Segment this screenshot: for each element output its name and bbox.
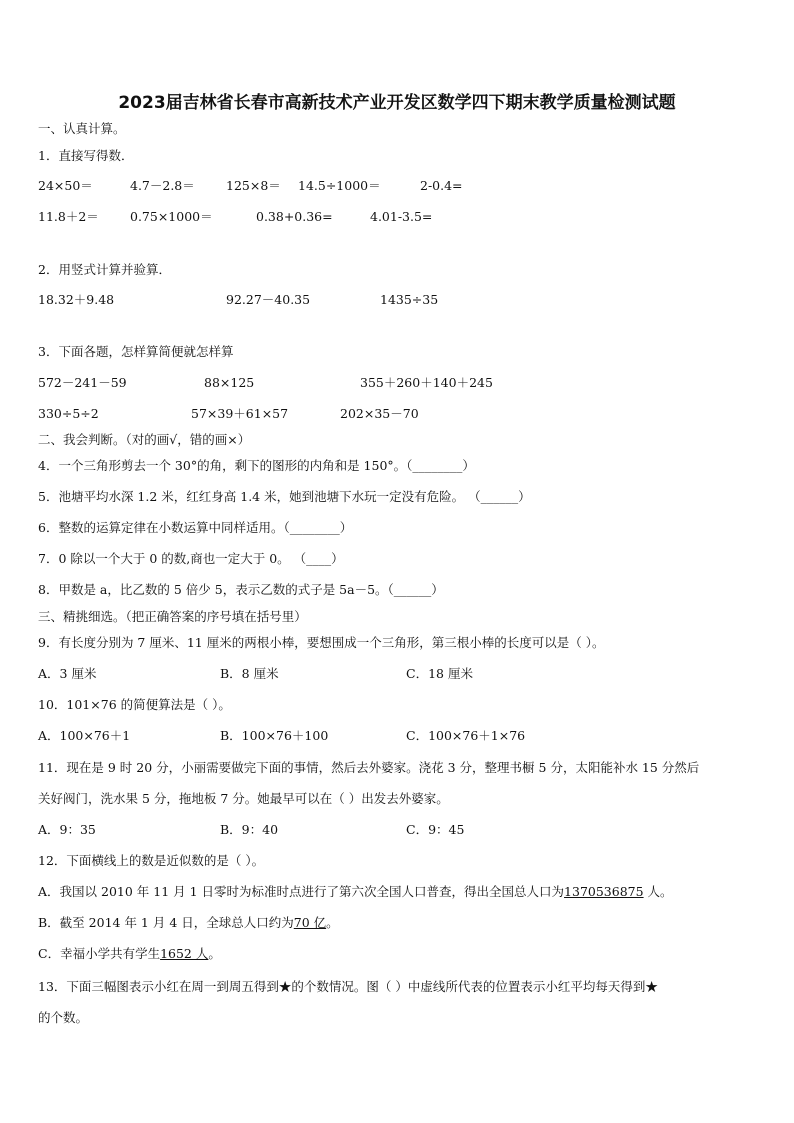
q10-option-c: C．100×76＋1×76 <box>406 728 526 743</box>
q11-option-c: C．9：45 <box>406 822 465 837</box>
question-3-stem: 3．下面各题，怎样算简便就怎样算 <box>38 344 234 359</box>
question-7: 7．0 除以一个大于 0 的数,商也一定大于 0。 （____） <box>38 551 344 566</box>
section-1-heading: 一、认真计算。 <box>38 121 126 136</box>
q1-item: 11.8＋2＝ <box>38 209 99 224</box>
q12-option-c-text: C．幸福小学共有学生 <box>38 946 161 961</box>
question-8: 8．甲数是 a，比乙数的 5 倍少 5，表示乙数的式子是 5a－5。（______） <box>38 582 444 597</box>
q12-option-b-suffix: 。 <box>326 915 339 930</box>
question-11-line-1: 11．现在是 9 时 20 分，小丽需要做完下面的事情，然后去外婆家。浇花 3 分，整理书橱 5 分，太阳能补水 15 分然后 <box>38 760 700 775</box>
q3-item: 57×39＋61×57 <box>191 406 289 421</box>
q3-item: 202×35－70 <box>340 406 419 421</box>
question-10-stem: 10．101×76 的简便算法是（ ）。 <box>38 697 231 712</box>
q12-option-a-text: A．我国以 2010 年 11 月 1 日零时为标准时点进行了第六次全国人口普查，得出全国总人口为 <box>38 884 565 899</box>
q12-option-c-number: 1652 人 <box>160 946 209 961</box>
q12-option-b <box>38 915 339 931</box>
q12-option-b-number: 70 亿 <box>293 915 327 930</box>
q12-option-c <box>38 946 221 962</box>
q12-option-a-suffix: 人。 <box>643 884 673 899</box>
q2-item: 1435÷35 <box>380 292 439 307</box>
question-4: 4．一个三角形剪去一个 30°的角，剩下的图形的内角和是 150°。（________） <box>38 458 475 473</box>
q11-option-b: B．9：40 <box>220 822 279 837</box>
q3-item: 88×125 <box>204 375 255 390</box>
q12-option-a <box>38 884 673 900</box>
q12-option-b-text: B．截至 2014 年 1 月 4 日，全球总人口约为 <box>38 915 294 930</box>
q1-item: 24×50＝ <box>38 178 93 193</box>
q3-item: 330÷5÷2 <box>38 406 99 421</box>
q3-item: 572－241－59 <box>38 375 127 390</box>
q1-item: 4.01-3.5= <box>370 209 433 224</box>
q11-option-a: A．9：35 <box>38 822 96 837</box>
q9-option-a: A．3 厘米 <box>38 666 97 681</box>
q2-item: 92.27－40.35 <box>226 292 311 307</box>
q1-item: 2-0.4= <box>420 178 463 193</box>
q9-option-c: C．18 厘米 <box>406 666 473 681</box>
q10-option-b: B．100×76＋100 <box>220 728 329 743</box>
section-3-heading: 三、精挑细选。（把正确答案的序号填在括号里） <box>38 609 307 624</box>
question-11-line-2: 关好阀门，洗水果 5 分，拖地板 7 分。她最早可以在（ ）出发去外婆家。 <box>38 791 449 806</box>
question-6: 6．整数的运算定律在小数运算中同样适用。（________） <box>38 520 353 535</box>
q10-option-a: A．100×76＋1 <box>38 728 131 743</box>
question-13-line-1: 13．下面三幅图表示小红在周一到周五得到★的个数情况。图（ ）中虚线所代表的位置表示小红平均每天得到★ <box>38 979 658 994</box>
page-title: 2023届吉林省长春市高新技术产业开发区数学四下期末教学质量检测试题 <box>118 93 676 113</box>
q9-option-b: B．8 厘米 <box>220 666 279 681</box>
q1-item: 0.38+0.36= <box>256 209 333 224</box>
question-1-stem: 1．直接写得数． <box>38 148 134 163</box>
q1-item: 14.5÷1000＝ <box>298 178 381 193</box>
q1-item: 125×8＝ <box>226 178 281 193</box>
section-2-heading: 二、我会判断。（对的画√，错的画×） <box>38 432 251 447</box>
q12-option-a-number: 1370536875 <box>564 884 644 899</box>
question-2-stem: 2．用竖式计算并验算． <box>38 262 171 277</box>
q1-item: 4.7－2.8＝ <box>130 178 195 193</box>
q3-item: 355＋260＋140＋245 <box>360 375 493 390</box>
question-5: 5．池塘平均水深 1.2 米，红红身高 1.4 米，她到池塘下水玩一定没有危险。 （______） <box>38 489 531 504</box>
question-9-stem: 9．有长度分别为 7 厘米、11 厘米的两根小棒，要想围成一个三角形，第三根小棒的长度可以是（ ）。 <box>38 635 605 650</box>
q2-item: 18.32＋9.48 <box>38 292 115 307</box>
q12-option-c-suffix: 。 <box>208 946 221 961</box>
question-12-stem: 12．下面横线上的数是近似数的是（ ）。 <box>38 853 265 868</box>
q1-item: 0.75×1000＝ <box>130 209 213 224</box>
question-13-line-2: 的个数。 <box>38 1010 89 1025</box>
